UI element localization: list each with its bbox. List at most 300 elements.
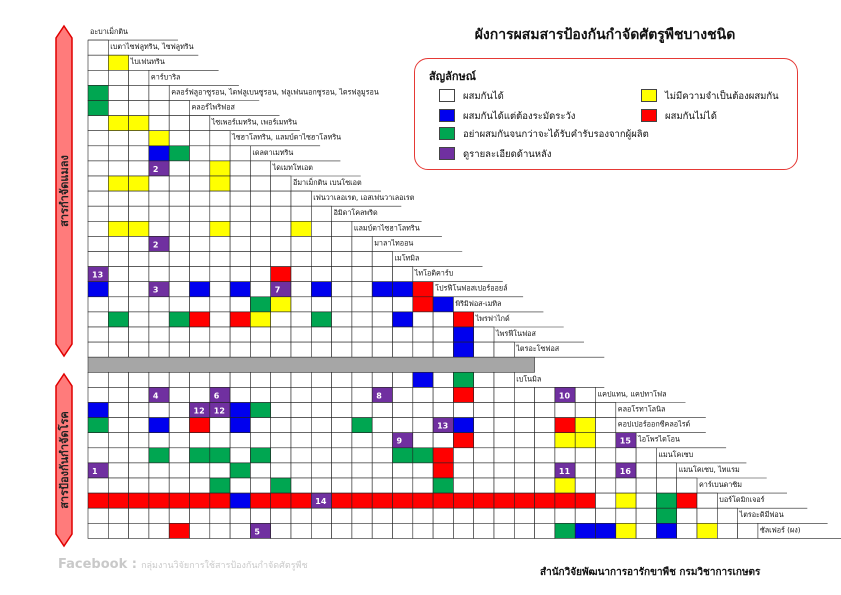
matrix-cell xyxy=(129,236,149,251)
matrix-cell xyxy=(393,448,413,463)
legend-title: สัญลักษณ์ xyxy=(429,70,476,83)
matrix-cell xyxy=(332,236,352,251)
matrix-cell xyxy=(210,267,230,282)
matrix-cell xyxy=(453,418,473,433)
matrix-cell xyxy=(291,433,311,448)
matrix-cell xyxy=(575,418,595,433)
footer-agency: สำนักวิจัยพัฒนาการอารักขาพืช กรมวิชาการเกษตร xyxy=(540,567,761,578)
row-label: เบโนมิล xyxy=(516,374,542,384)
matrix-cell xyxy=(210,206,230,221)
matrix-cell xyxy=(230,372,250,387)
matrix-cell xyxy=(291,387,311,402)
matrix-cell xyxy=(169,252,189,267)
matrix-cell xyxy=(88,387,108,402)
matrix-cell xyxy=(311,372,331,387)
matrix-cell xyxy=(108,523,128,538)
separator-row xyxy=(88,357,535,372)
matrix-cell xyxy=(372,327,392,342)
matrix-cell xyxy=(250,372,270,387)
matrix-cell xyxy=(332,418,352,433)
matrix-cell xyxy=(250,508,270,523)
matrix-cell xyxy=(108,312,128,327)
matrix-cell xyxy=(433,508,453,523)
matrix-cell xyxy=(88,418,108,433)
matrix-cell xyxy=(88,176,108,191)
matrix-cell xyxy=(311,478,331,493)
matrix-cell xyxy=(616,448,636,463)
legend-swatch-yellow xyxy=(641,89,657,102)
matrix-cell xyxy=(535,418,555,433)
matrix-cell xyxy=(149,191,169,206)
cell-note-number: 12 xyxy=(193,406,205,416)
matrix-cell xyxy=(169,221,189,236)
matrix-cell xyxy=(210,236,230,251)
matrix-cell xyxy=(453,403,473,418)
matrix-cell xyxy=(108,342,128,357)
matrix-cell xyxy=(88,85,108,100)
matrix-cell xyxy=(88,508,108,523)
cell-note-number: 12 xyxy=(213,406,225,416)
matrix-cell xyxy=(575,463,595,478)
matrix-cell xyxy=(291,418,311,433)
matrix-cell xyxy=(453,448,473,463)
matrix-cell xyxy=(88,523,108,538)
matrix-cell xyxy=(149,403,169,418)
matrix-cell xyxy=(311,403,331,418)
matrix-cell xyxy=(129,342,149,357)
matrix-cell xyxy=(190,191,210,206)
matrix-cell xyxy=(352,463,372,478)
row-label: แมนโคเซบ xyxy=(658,449,694,459)
matrix-cell xyxy=(352,312,372,327)
matrix-cell xyxy=(352,267,372,282)
matrix-cell xyxy=(210,297,230,312)
matrix-cell xyxy=(190,523,210,538)
matrix-cell xyxy=(555,418,575,433)
matrix-cell xyxy=(636,463,656,478)
matrix-cell xyxy=(210,493,230,508)
matrix-cell xyxy=(474,463,494,478)
matrix-cell xyxy=(474,327,494,342)
matrix-cell xyxy=(190,252,210,267)
matrix-cell xyxy=(169,282,189,297)
matrix-cell xyxy=(636,493,656,508)
matrix-cell xyxy=(393,403,413,418)
matrix-cell xyxy=(372,342,392,357)
matrix-cell xyxy=(393,267,413,282)
matrix-cell xyxy=(453,478,473,493)
matrix-cell xyxy=(352,493,372,508)
matrix-cell xyxy=(494,342,514,357)
matrix-cell xyxy=(108,508,128,523)
matrix-cell xyxy=(372,478,392,493)
matrix-cell xyxy=(433,463,453,478)
matrix-cell xyxy=(636,523,656,538)
matrix-cell xyxy=(230,463,250,478)
matrix-cell xyxy=(393,342,413,357)
matrix-cell xyxy=(88,70,108,85)
matrix-cell xyxy=(129,221,149,236)
matrix-cell xyxy=(190,221,210,236)
matrix-cell xyxy=(250,403,270,418)
matrix-cell xyxy=(291,191,311,206)
matrix-cell xyxy=(352,523,372,538)
row-label: อิมิดาโคลพริด xyxy=(333,208,378,218)
matrix-cell xyxy=(453,327,473,342)
matrix-cell xyxy=(636,448,656,463)
matrix-cell xyxy=(311,297,331,312)
matrix-cell xyxy=(190,372,210,387)
matrix-cell xyxy=(169,236,189,251)
matrix-cell xyxy=(271,297,291,312)
matrix-cell xyxy=(88,55,108,70)
matrix-cell xyxy=(372,252,392,267)
matrix-cell xyxy=(88,252,108,267)
legend-label: ผสมกันได้ xyxy=(463,91,504,102)
matrix-cell xyxy=(190,433,210,448)
matrix-cell xyxy=(108,161,128,176)
matrix-cell xyxy=(88,40,108,55)
matrix-cell xyxy=(230,478,250,493)
matrix-cell xyxy=(230,236,250,251)
matrix-cell xyxy=(291,327,311,342)
footer-facebook xyxy=(58,557,308,572)
matrix-cell xyxy=(149,146,169,161)
matrix-cell xyxy=(88,312,108,327)
matrix-cell xyxy=(250,478,270,493)
matrix-cell xyxy=(250,312,270,327)
matrix-cell xyxy=(352,327,372,342)
matrix-cell xyxy=(190,282,210,297)
matrix-cell xyxy=(393,387,413,402)
matrix-cell xyxy=(250,206,270,221)
matrix-cell xyxy=(190,116,210,131)
row-label: ไอโพรไดโอน xyxy=(638,434,680,444)
matrix-cell xyxy=(474,448,494,463)
matrix-cell xyxy=(190,327,210,342)
matrix-cell xyxy=(129,101,149,116)
matrix-cell xyxy=(352,282,372,297)
row-label: ไซฮาโลทริน, แลมบ์ดาไซฮาโลทริน xyxy=(232,132,342,142)
matrix-cell xyxy=(88,236,108,251)
matrix-cell xyxy=(352,508,372,523)
matrix-cell xyxy=(210,221,230,236)
matrix-cell xyxy=(169,342,189,357)
matrix-cell xyxy=(474,342,494,357)
matrix-cell xyxy=(413,282,433,297)
matrix-cell xyxy=(393,327,413,342)
matrix-cell xyxy=(250,282,270,297)
matrix-cell xyxy=(190,387,210,402)
row-label: อะบาเม็กติน xyxy=(90,27,128,36)
matrix-cell xyxy=(332,508,352,523)
matrix-cell xyxy=(332,267,352,282)
matrix-cell xyxy=(271,327,291,342)
legend-label: อย่าผสมกันจนกว่าจะได้รับคำรับรองจากผู้ผลิต xyxy=(463,129,649,140)
matrix-cell xyxy=(332,478,352,493)
matrix-cell xyxy=(129,85,149,100)
matrix-cell xyxy=(88,297,108,312)
matrix-cell xyxy=(230,282,250,297)
row-label: มาลาไทออน xyxy=(374,238,414,248)
matrix-cell xyxy=(413,372,433,387)
row-label: ไตรอะดิมีฟอน xyxy=(739,510,784,520)
matrix-cell xyxy=(535,463,555,478)
matrix-cell xyxy=(88,342,108,357)
matrix-cell xyxy=(291,448,311,463)
matrix-cell xyxy=(108,252,128,267)
matrix-cell xyxy=(271,236,291,251)
matrix-cell xyxy=(88,116,108,131)
matrix-cell xyxy=(555,478,575,493)
fungicide-group-label: สารป้องกันกำจัดโรค xyxy=(58,411,71,509)
matrix-cell xyxy=(311,236,331,251)
matrix-cell xyxy=(575,523,595,538)
matrix-cell xyxy=(129,252,149,267)
matrix-cell xyxy=(291,508,311,523)
matrix-cell xyxy=(129,191,149,206)
matrix-cell xyxy=(413,523,433,538)
matrix-cell xyxy=(453,493,473,508)
matrix-cell xyxy=(169,327,189,342)
matrix-cell xyxy=(352,387,372,402)
matrix-cell xyxy=(108,463,128,478)
matrix-cell xyxy=(230,191,250,206)
matrix-cell xyxy=(169,191,189,206)
matrix-cell xyxy=(149,463,169,478)
matrix-cell xyxy=(494,508,514,523)
matrix-cell xyxy=(230,161,250,176)
matrix-cell xyxy=(129,508,149,523)
matrix-cell xyxy=(332,463,352,478)
matrix-cell xyxy=(575,403,595,418)
matrix-cell xyxy=(230,493,250,508)
matrix-cell xyxy=(535,508,555,523)
matrix-cell xyxy=(555,433,575,448)
matrix-cell xyxy=(129,312,149,327)
matrix-cell xyxy=(474,508,494,523)
matrix-cell xyxy=(677,493,697,508)
row-label: ไตรอะโซฟอส xyxy=(516,344,560,354)
matrix-cell xyxy=(372,297,392,312)
matrix-cell xyxy=(108,433,128,448)
matrix-cell xyxy=(129,387,149,402)
matrix-cell xyxy=(149,116,169,131)
matrix-cell xyxy=(149,342,169,357)
matrix-cell xyxy=(169,312,189,327)
matrix-cell xyxy=(250,448,270,463)
matrix-cell xyxy=(271,508,291,523)
matrix-cell xyxy=(535,448,555,463)
matrix-cell xyxy=(514,387,534,402)
matrix-cell xyxy=(372,508,392,523)
matrix-cell xyxy=(149,221,169,236)
matrix-cell xyxy=(596,418,616,433)
matrix-cell xyxy=(129,372,149,387)
matrix-cell xyxy=(393,418,413,433)
matrix-cell xyxy=(169,161,189,176)
matrix-cell xyxy=(494,387,514,402)
matrix-cell xyxy=(311,206,331,221)
matrix-cell xyxy=(149,508,169,523)
matrix-cell xyxy=(108,101,128,116)
matrix-cell xyxy=(535,433,555,448)
matrix-cell xyxy=(210,372,230,387)
row-label: คลอร์ฟลูอาซูรอน, ไดฟลูเบนซูรอน, ฟลูเฟนนอกซูรอน, ไตรฟลูมูรอน xyxy=(171,87,379,97)
matrix-cell xyxy=(332,327,352,342)
row-label: ซัลเฟอร์ (ผง) xyxy=(759,525,801,535)
matrix-cell xyxy=(332,252,352,267)
matrix-cell xyxy=(271,403,291,418)
matrix-cell xyxy=(250,433,270,448)
matrix-cell xyxy=(88,282,108,297)
matrix-cell xyxy=(108,85,128,100)
matrix-cell xyxy=(555,508,575,523)
matrix-cell xyxy=(108,236,128,251)
matrix-cell xyxy=(372,403,392,418)
matrix-cell xyxy=(453,508,473,523)
matrix-cell xyxy=(169,433,189,448)
matrix-cell xyxy=(230,433,250,448)
matrix-cell xyxy=(271,463,291,478)
matrix-cell xyxy=(271,523,291,538)
footer-group-name: กลุ่มงานวิจัยการใช้สารป้องกันกำจัดศัตรูพืช xyxy=(141,561,308,571)
matrix-cell xyxy=(433,387,453,402)
matrix-cell xyxy=(453,387,473,402)
matrix-cell xyxy=(332,312,352,327)
matrix-cell xyxy=(413,448,433,463)
matrix-cell xyxy=(88,221,108,236)
matrix-cell xyxy=(271,387,291,402)
matrix-cell xyxy=(129,493,149,508)
matrix-cell xyxy=(494,403,514,418)
matrix-cell xyxy=(352,297,372,312)
footer-brand: Facebook : xyxy=(58,557,137,572)
matrix-cell xyxy=(190,418,210,433)
matrix-cell xyxy=(596,403,616,418)
matrix-cell xyxy=(393,312,413,327)
matrix-cell xyxy=(372,523,392,538)
legend-label: ไม่มีความจำเป็นต้องผสมกัน xyxy=(665,91,779,102)
matrix-cell xyxy=(575,433,595,448)
matrix-cell xyxy=(271,312,291,327)
matrix-cell xyxy=(210,161,230,176)
matrix-cell xyxy=(474,433,494,448)
matrix-cell xyxy=(129,131,149,146)
matrix-cell xyxy=(352,252,372,267)
matrix-cell xyxy=(271,191,291,206)
matrix-cell xyxy=(190,342,210,357)
matrix-cell xyxy=(494,493,514,508)
row-label: พิริมิฟอส-เมทิล xyxy=(455,298,502,308)
matrix-cell xyxy=(169,297,189,312)
matrix-cell xyxy=(88,403,108,418)
row-label: ไบเฟนทริน xyxy=(130,57,165,67)
matrix-cell xyxy=(129,116,149,131)
matrix-cell xyxy=(656,523,676,538)
matrix-cell xyxy=(250,387,270,402)
matrix-cell xyxy=(291,221,311,236)
matrix-cell xyxy=(149,206,169,221)
matrix-cell xyxy=(311,312,331,327)
matrix-cell xyxy=(230,206,250,221)
matrix-cell xyxy=(210,342,230,357)
matrix-cell xyxy=(413,433,433,448)
matrix-cell xyxy=(433,297,453,312)
matrix-cell xyxy=(393,478,413,493)
matrix-cell xyxy=(433,327,453,342)
matrix-cell xyxy=(697,493,717,508)
matrix-cell xyxy=(149,327,169,342)
matrix-cell xyxy=(88,448,108,463)
matrix-cell xyxy=(677,523,697,538)
matrix-cell xyxy=(393,297,413,312)
matrix-cell xyxy=(149,418,169,433)
matrix-cell xyxy=(190,176,210,191)
matrix-cell xyxy=(352,418,372,433)
matrix-cell xyxy=(230,297,250,312)
matrix-cell xyxy=(433,448,453,463)
cell-note-number: 11 xyxy=(558,466,571,476)
matrix-cell xyxy=(129,161,149,176)
matrix-cell xyxy=(494,523,514,538)
matrix-cell xyxy=(169,131,189,146)
matrix-cell xyxy=(129,433,149,448)
matrix-cell xyxy=(535,523,555,538)
matrix-cell xyxy=(230,267,250,282)
matrix-cell xyxy=(210,282,230,297)
matrix-cell xyxy=(250,493,270,508)
matrix-cell xyxy=(575,478,595,493)
matrix-cell xyxy=(332,221,352,236)
matrix-cell xyxy=(332,342,352,357)
row-label: เมโทมิล xyxy=(394,253,420,263)
matrix-cell xyxy=(190,493,210,508)
matrix-cell xyxy=(230,221,250,236)
matrix-cell xyxy=(474,372,494,387)
matrix-cell xyxy=(149,478,169,493)
matrix-cell xyxy=(311,252,331,267)
matrix-cell xyxy=(393,282,413,297)
matrix-cell xyxy=(169,116,189,131)
matrix-cell xyxy=(129,176,149,191)
matrix-cell xyxy=(332,448,352,463)
matrix-cell xyxy=(372,282,392,297)
matrix-cell xyxy=(108,372,128,387)
matrix-cell xyxy=(230,418,250,433)
matrix-cell xyxy=(129,267,149,282)
matrix-cell xyxy=(250,267,270,282)
matrix-cell xyxy=(596,433,616,448)
matrix-cell xyxy=(149,101,169,116)
matrix-cell xyxy=(108,387,128,402)
row-label: อีมาเม็กติน เบนโซเอต xyxy=(293,178,362,187)
row-label: แคปแทน, แคปทาโฟล xyxy=(597,389,667,399)
matrix-cell xyxy=(311,267,331,282)
matrix-cell xyxy=(169,493,189,508)
matrix-cell xyxy=(474,523,494,538)
matrix-cell xyxy=(535,387,555,402)
matrix-cell xyxy=(169,508,189,523)
matrix-cell xyxy=(311,221,331,236)
matrix-cell xyxy=(352,433,372,448)
matrix-cell xyxy=(169,463,189,478)
matrix-cell xyxy=(230,508,250,523)
page-title: ผังการผสมสารป้องกันกำจัดศัตรูพืชบางชนิด xyxy=(474,27,736,43)
matrix-cell xyxy=(413,478,433,493)
matrix-cell xyxy=(311,433,331,448)
matrix-cell xyxy=(129,327,149,342)
